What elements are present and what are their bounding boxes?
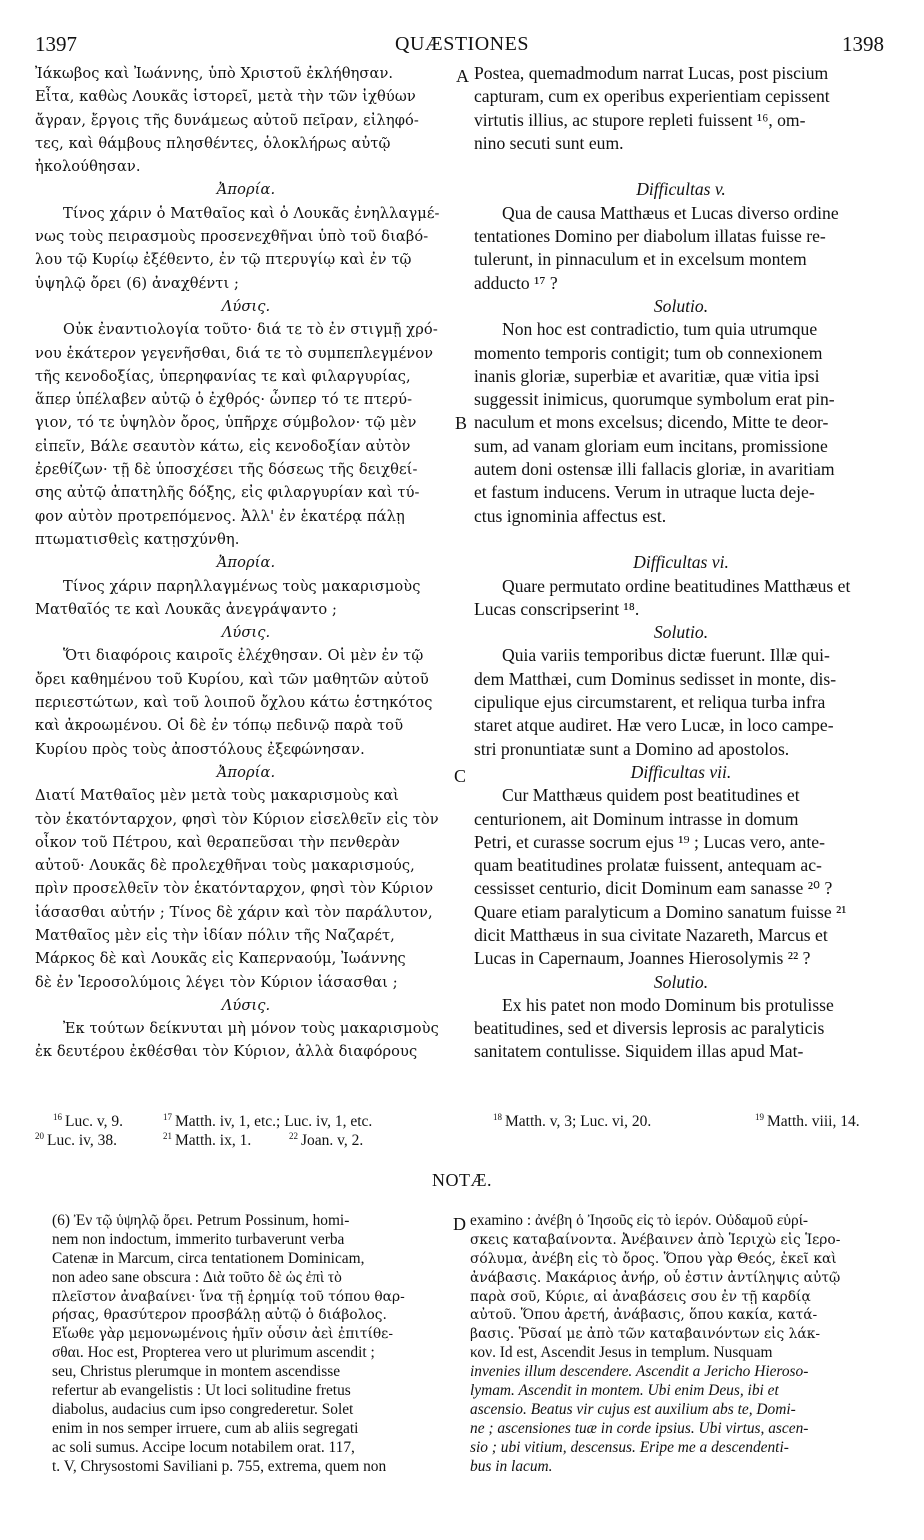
latin-text-line: tulerunt, in pinnaculum et in excelsum montem [474, 249, 807, 270]
left-page-number: 1397 [35, 32, 77, 56]
note-line: κον. Id est, Ascendit Jesus in templum. Nusquam [470, 1344, 773, 1362]
greek-text-line: νως τοὺς πειρασμοὺς προσενεχθῆναι ὑπὸ τοῦ διαβό- [35, 228, 429, 246]
latin-text-line: nino secuti sunt eum. [474, 132, 624, 153]
note-line: t. V, Chrysostomi Saviliani p. 755, extrema, quem non [52, 1457, 387, 1475]
latin-text-line: virtutis illius, ac stupore repleti fuissent ¹⁶, om- [474, 109, 806, 130]
running-title: QUÆSTIONES [395, 33, 529, 55]
latin-text-column [474, 62, 888, 1064]
latin-text-line: staret atque audiret. Hæ vero Lucæ, in loco campe- [474, 715, 834, 736]
note-line: σκεις καταβαίνοντα. Ἀνέβαινεν ἀπὸ Ἱεριχὼ εἰς Ἱερο- [470, 1231, 841, 1248]
latin-text-line [474, 155, 888, 178]
greek-text-line: ἐκ δευτέρου ἐκθέσθαι τὸν Κύριον, ἀλλὰ διαφόρους [35, 1043, 418, 1061]
greek-text-line: εἰπεῖν, Βάλε σεαυτὸν κάτω, εἰς κενοδοξίαν αὐτὸν [35, 437, 411, 455]
latin-text-line: Non hoc est contradictio, tum quia utrumque [502, 319, 818, 340]
latin-text-line: Lucas in Capernaum, Joannes Hierosolymis ²² ? [474, 948, 811, 969]
note-line: invenies illum descendere. Ascendit a Jericho Hieroso- [470, 1363, 809, 1381]
greek-text-line: τὸν ἑκατόνταρχον, φησὶ τὸν Κύριον εἰσελθεῖν εἰς τὸν [35, 810, 439, 828]
note-line: ἀνάβασις. Μακάριος ἀνήρ, οὗ ἐστιν ἀντίληψις αὐτῷ [470, 1269, 841, 1286]
latin-text-line: autem doni ostensæ illi fallacis gloriæ, in avaritiam [474, 459, 835, 480]
note-line: refertur ab evangelistis : Ut loci solitudine fretus [52, 1382, 351, 1400]
latin-text-line: ctus ignominia affectus est. [474, 505, 667, 526]
latin-text-line: stri pronuntiatæ sunt a Domino ad apostolos. [474, 738, 790, 759]
greek-text-line: Κυρίου πρὸς τοὺς ἀποστόλους ἐξεφώνησαν. [35, 740, 365, 758]
greek-text-line: τες, καὶ θάμβους πλησθέντες, ὁλοκλήρως αὐτῷ [35, 134, 391, 152]
footnote-16: $^{16}$ Luc. v, 9. [53, 1112, 123, 1130]
section-heading: Λύσις. [221, 297, 271, 315]
greek-text-line: Τίνος χάριν ὁ Ματθαῖος καὶ ὁ Λουκᾶς ἐνηλλαγμέ- [63, 204, 440, 222]
footnote-20: $^{20}$ Luc. iv, 38. [35, 1131, 118, 1149]
greek-text-line: ἅπερ ὑπέλαβεν αὐτῷ ὁ ἐχθρός· ὧνπερ τό τε πτερύ- [35, 391, 413, 409]
greek-text-line: πρὶν προσελθεῖν τὸν ἑκατόνταρχον, φησὶ τὸν Κύριον [35, 880, 434, 898]
margin-marker-b: B [455, 413, 468, 433]
section-heading: Difficultas vii. [630, 761, 732, 782]
greek-text-line: πτωματισθεὶς κατῃσχύνθη. [35, 530, 240, 548]
greek-text-line: Τίνος χάριν παρηλλαγμένως τοὺς μακαρισμοὺς [63, 577, 421, 595]
note-line: diabolus, audacius cum ipso congrederetur. Solet [52, 1400, 354, 1418]
greek-text-line: Οὐκ ἐναντιολογία τοῦτο· διά τε τὸ ἐν στιγμῇ χρό- [63, 321, 438, 339]
footnote-row-2 [35, 1127, 890, 1149]
section-heading: Λύσις. [221, 996, 271, 1014]
note-line: nem non indoctum, immerito turbaverunt verba [52, 1230, 345, 1248]
footnote-19: $^{19}$ Matth. viii, 14. [755, 1112, 860, 1130]
latin-text-line: inanis gloriæ, superbiæ et avaritiæ, quæ vitia ipsi [474, 365, 820, 386]
latin-text-line: sanitatem contulisse. Siquidem illas apud Mat- [474, 1041, 804, 1062]
greek-text-line: περιεστώτων, καὶ τοῦ λοιποῦ ὄχλου κάτω ἑστηκότος [35, 694, 433, 712]
section-heading: Solutio. [653, 971, 709, 992]
greek-text-line: Ἐκ τούτων δείκνυται μὴ μόνον τοὺς μακαρισμοὺς [63, 1020, 439, 1038]
note-line: αὐτοῦ. Ὅπου ἀρετή, ἀνάβασις, ὅπου κακία, κατά- [470, 1307, 818, 1324]
latin-text-line: dicit Matthæus in sua civitate Nazareth, Marcus et [474, 924, 828, 945]
section-heading: Difficultas v. [636, 179, 726, 200]
right-page-number: 1398 [842, 32, 884, 56]
greek-text-line: λου τῷ Κυρίῳ ἐξέθεντο, ἐν τῷ πτερυγίῳ καὶ ἐν τῷ [35, 251, 412, 269]
latin-text-line: Postea, quemadmodum narrat Lucas, post piscium [474, 63, 829, 83]
note-line: lymam. Ascendit in montem. Ubi enim Deus, ibi et [470, 1382, 779, 1400]
note-line: Εἴωθε γὰρ μεμονωμένοις ἡμῖν οὖσιν ἀεὶ ἐπιτίθε- [52, 1326, 393, 1343]
greek-text-line: οἶκον τοῦ Πέτρου, καὶ θεραπεῦσαι τὴν πενθερὰν [35, 833, 400, 851]
latin-text-line: Cur Matthæus quidem post beatitudines et [502, 785, 800, 806]
greek-text-line: φον αὐτὸν προτρεπόμενος. Ἀλλ' ἐν ἑκατέρᾳ πάλῃ [35, 507, 405, 525]
latin-text-line: cipulique ejus circumstarent, et reliqua turba infra [474, 692, 826, 713]
note-line: σόλυμα, ἀνέβη εἰς τὸ ὄρος. Ὅπου γὰρ Θεός, ἐκεῖ καὶ [470, 1250, 837, 1267]
latin-text-line: cessisset centurio, dicit Dominum eam sanasse ²⁰ ? [474, 878, 833, 899]
note-line: sio ; ubi vitium, descensus. Eripe me a descendenti- [470, 1438, 789, 1456]
greek-text-line: ἠκολούθησαν. [35, 158, 141, 176]
latin-text-line: Quare permutato ordine beatitudines Matthæus et [502, 575, 851, 596]
latin-text-line: capturam, cum ex operibus experientiam cepissent [474, 86, 830, 107]
margin-marker-d: D [453, 1214, 466, 1234]
greek-text-line: ὑψηλῷ ὄρει (6) ἀναχθέντι ; [35, 274, 240, 292]
section-heading: Solutio. [653, 295, 709, 316]
footnote-17: $^{17}$ Matth. iv, 1, etc.; Luc. iv, 1, etc. [163, 1112, 373, 1130]
note-line: non adeo sane obscura : Διὰ τοῦτο δὲ ὡς ἐπὶ τὸ [52, 1268, 342, 1286]
latin-text-line: Qua de causa Matthæus et Lucas diverso ordine [502, 202, 839, 223]
margin-marker-a: A [456, 66, 469, 86]
greek-text-line: νου ἑκάτερον γεγενῆσθαι, διά τε τὸ συμπεπλεγμένον [35, 344, 434, 362]
greek-text-line: ἐρεθίζων· τῇ δὲ ὑποσχέσει τῆς δόσεως τῆς δειχθεί- [35, 461, 418, 479]
latin-text-line [474, 528, 888, 551]
margin-marker-c: C [454, 766, 467, 786]
note-line: σθαι. Hoc est, Propterea vero ut plurimum ascendit ; [52, 1344, 375, 1362]
greek-text-line: τῆς κενοδοξίας, ὑπερηφανίας τε καὶ φιλαργυρίας, [35, 367, 411, 385]
section-heading: Λύσις. [221, 624, 271, 642]
note-line: (6) Ἐν τῷ ὑψηλῷ ὄρει. Petrum Possinum, homi- [52, 1212, 350, 1229]
footnotes [35, 1108, 890, 1149]
greek-text-line: Ματθαῖος μὲν εἰς τὴν ἰδίαν πόλιν τῆς Ναζαρέτ, [35, 926, 395, 944]
latin-text-line: quam beatitudines prolatæ fuissent, antequam ac- [474, 855, 822, 876]
note-line: πλεῖστον ἀναβαίνει· ἵνα τῇ ἐρημίᾳ τοῦ τόπου θαρ- [52, 1288, 405, 1305]
latin-text-line: Ex his patet non modo Dominum bis protulisse [502, 994, 834, 1015]
greek-text-line: σης αὐτῷ ἀπατηλῆς δόξης, εἰς φιλαργυρίαν καὶ τύ- [35, 484, 420, 502]
note-line: βασις. Ῥῦσαί με ἀπὸ τῶν καταβαινόντων εἰς λάκ- [470, 1326, 821, 1343]
latin-text-line: Lucas conscripserint ¹⁸. [474, 598, 640, 619]
footnote-21: $^{21}$ Matth. ix, 1. [163, 1131, 252, 1149]
footnote-18: $^{18}$ Matth. v, 3; Luc. vi, 20. [493, 1112, 652, 1130]
latin-text-line: sum, ad vanam gloriam eum incitans, promissione [474, 435, 828, 456]
greek-text-line: γιον, τό τε ὑψηλὸν ὄρος, ὑπῆρχε σύμβολον· τῷ μὲν [35, 414, 417, 432]
greek-text-line: Εἶτα, καθὼς Λουκᾶς ἱστορεῖ, μετὰ τὴν τῶν ἰχθύων [35, 88, 416, 106]
section-heading: Ἀπορία. [216, 554, 276, 572]
greek-text-line: Ματθαῖός τε καὶ Λουκᾶς ἀνεγράψαντο ; [35, 600, 338, 618]
latin-text-line: tentationes Domino per diabolum illatas fuisse re- [474, 226, 826, 247]
greek-text-line: Μάρκος δὲ καὶ Λουκᾶς εἰς Καπερναούμ, Ἰωάννης [35, 950, 406, 968]
note-line: ascensio. Beatus vir cujus est auxilium abs te, Domi- [470, 1400, 796, 1418]
latin-text-line: centurionem, ait Dominum intrasse in domum [474, 808, 799, 829]
latin-text-line: suggessit inimicus, quorumque symbolum erat pin- [474, 389, 835, 410]
latin-text-line: Quia variis temporibus dictæ fuerunt. Illæ qui- [502, 645, 830, 666]
note-line: παρὰ σοῦ, Κύριε, αἱ ἀναβάσεις σου ἐν τῇ καρδίᾳ [470, 1288, 811, 1305]
greek-text-line: Ὅτι διαφόροις καιροῖς ἐλέχθησαν. Οἱ μὲν ἐν τῷ [63, 647, 424, 665]
greek-text-line: ὄρει καθημένου τοῦ Κυρίου, καὶ τῶν μαθητῶν αὐτοῦ [35, 670, 429, 688]
latin-text-line: et fastum inducens. Verum in utraque lucta deje- [474, 482, 815, 503]
section-heading: Solutio. [653, 622, 709, 643]
note-line: ac soli sumus. Accipe locum notabilem orat. 117, [52, 1438, 355, 1456]
footnote-row-1 [35, 1108, 890, 1130]
latin-text-line: momento temporis contigit; tum ob connexionem [474, 342, 823, 363]
greek-text-line: ἄγραν, ἔργοις τῆς δυνάμεως αὐτοῦ πεῖραν, εἰληφό- [35, 111, 419, 129]
note-line: enim in nos semper irruere, cum ab aliis segregati [52, 1419, 359, 1437]
note-line: bus in lacum. [470, 1457, 553, 1475]
section-heading: Difficultas vi. [633, 552, 729, 573]
note-line: ρήσας, θρασύτερον προσβάλῃ αὐτῷ ὁ διάβολος. [52, 1307, 387, 1324]
latin-text-line: dem Matthæi, cum Dominus sedisset in monte, dis- [474, 668, 837, 689]
greek-text-line: Διατί Ματθαῖος μὲν μετὰ τοὺς μακαρισμοὺς καὶ [35, 787, 399, 805]
latin-text-line: adducto ¹⁷ ? [474, 272, 558, 293]
notes-right-column [470, 1212, 890, 1476]
latin-text-line: Petri, et curasse socrum ejus ¹⁹ ; Lucas vero, ante- [474, 831, 825, 852]
greek-text-column [35, 62, 457, 1064]
note-line: seu, Christus plerumque in montem ascendisse [52, 1363, 341, 1381]
section-heading: Ἀπορία. [216, 763, 276, 781]
greek-text-line: αὐτοῦ· Λουκᾶς δὲ προλεχθῆναι τοὺς μακαρισμούς, [35, 857, 415, 875]
note-line: Catenæ in Marcum, circa tentationem Dominicam, [52, 1249, 365, 1267]
notes-heading: NOTÆ. [432, 1170, 492, 1190]
notes-left-column [52, 1212, 452, 1476]
greek-text-line: Ἰάκωβος καὶ Ἰωάννης, ὑπὸ Χριστοῦ ἐκλήθησαν. [35, 65, 394, 82]
latin-text-line: beatitudines, sed et diversis leprosis ac paralyticis [474, 1018, 825, 1039]
section-heading: Ἀπορία. [216, 181, 276, 199]
greek-text-line: ἰάσασθαι αὐτήν ; Τίνος δὲ χάριν καὶ τὸν παράλυτον, [35, 903, 433, 921]
latin-text-line: naculum et mons excelsus; dicendo, Mitte te deor- [474, 412, 829, 433]
greek-text-line: δὲ ἐν Ἱεροσολύμοις λέγει τὸν Κύριον ἰάσασθαι ; [35, 973, 398, 991]
greek-text-line: καὶ ἀκροωμένου. Οἱ δὲ ἐν τόπῳ πεδινῷ παρὰ τοῦ [35, 717, 404, 735]
note-line: ne ; ascensiones tuæ in corde ipsius. Ubi virtus, ascen- [470, 1419, 809, 1437]
footnote-22: $^{22}$ Joan. v, 2. [289, 1131, 364, 1149]
latin-text-line: Quare etiam paralyticum a Domino sanatum fuisse ²¹ [474, 901, 847, 922]
note-line: examino : ἀνέβη ὁ Ἰησοῦς εἰς τὸ ἱερόν. Οὐδαμοῦ εὑρί- [470, 1212, 808, 1229]
